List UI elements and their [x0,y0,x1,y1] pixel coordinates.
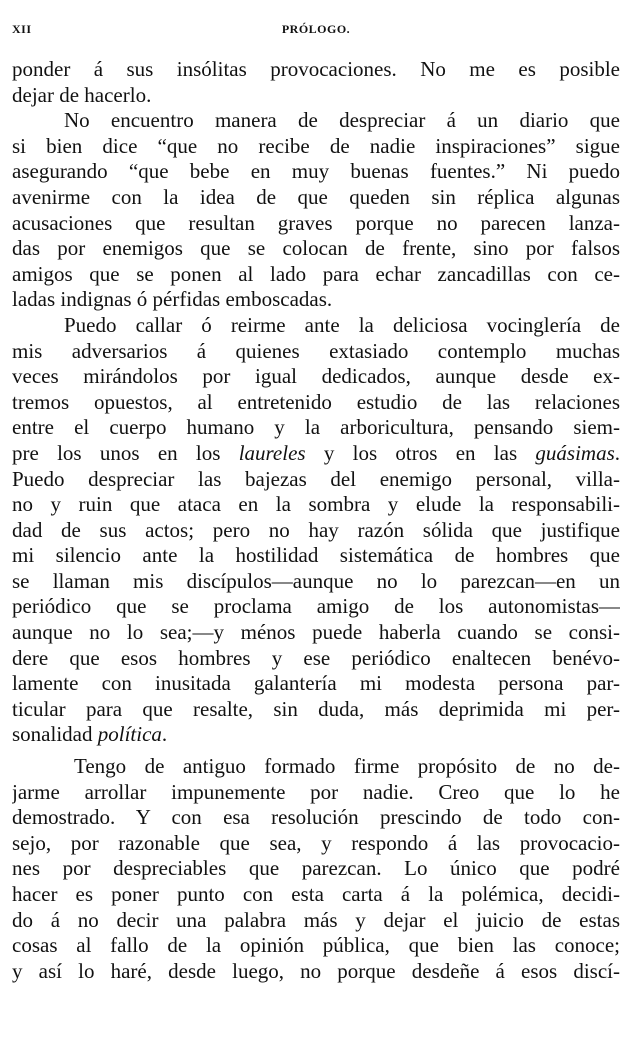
text-line: tremos opuestos, al entretenido estudio de las relaciones [12,389,620,414]
text-run: y los otros en las [305,440,536,465]
text-line: das por enemigos que se colocan de frente, sino por falsos [12,236,620,261]
text-line: dere que esos hombres y ese periódico enaltecen benévo- [12,645,620,670]
text-line: asegurando “que bebe en muy buenas fuentes.” Ni puedo [12,159,620,184]
text-line: entre el cuerpo humano y la arboricultura, pensando siem- [12,415,620,440]
running-title: PRÓLOGO. [281,22,351,36]
text-run: . [161,722,168,747]
italic-word: política [97,722,162,747]
text-line: mis adversarios á quienes extasiado contemplo muchas [12,338,620,363]
text-line: dad de sus actos; pero no hay razón sólida que justifique [12,517,620,542]
text-line: ticular para que resalte, sin duda, más deprimida mi per- [12,696,620,721]
text-line: dejar de hacerlo. [12,82,152,107]
text-line: y así lo haré, desde luego, no porque desdeñe á esos discí- [12,958,620,983]
body-text [12,57,620,984]
text-line: sejo, por razonable que sea, y respondo á las provocacio- [12,830,620,855]
text-line: periódico que se proclama amigo de los autonomistas— [12,594,620,619]
text-line: veces mirándolos por igual dedicados, aunque desde ex- [12,364,620,389]
italic-word: laureles [238,440,306,465]
text-line [12,441,620,467]
text-line: hacer es poner punto con esta carta á la polémica, decidi- [12,882,620,906]
text-line: acusaciones que resultan graves porque no parecen lanza- [12,210,620,235]
text-line: lamente con inusitada galantería mi modesta persona par- [12,671,620,696]
text-line: se llaman mis discípulos—aunque no lo parezcan—en un [12,568,620,593]
running-header [12,22,620,42]
text-line: avenirme con la idea de que queden sin réplica algunas [12,184,620,209]
text-line: do á no decir una palabra más y dejar el juicio de estas [12,907,620,932]
text-run: pre los unos en los [12,440,239,465]
text-run: . [614,440,620,465]
paragraph-first-line: No encuentro manera de despreciar á un diario que [64,108,620,133]
text-line: amigos que se ponen al lado para echar zancadillas con ce- [12,261,620,286]
text-line: no y ruin que ataca en la sombra y elude la responsabili- [12,492,620,517]
text-line: ponder á sus insólitas provocaciones. No me es posible [12,57,620,81]
text-line: si bien dice “que no recibe de nadie inspiraciones” sigue [12,133,620,158]
page-number: XII [12,22,32,36]
text-line: mi silencio ante la hostilidad sistemática de hombres que [12,543,620,568]
text-line: ladas indignas ó pérfidas emboscadas. [12,287,333,312]
text-line: cosas al fallo de la opinión pública, que bien las conoce; [12,933,620,958]
text-run: sonalidad [12,722,98,747]
paragraph-first-line: Tengo de antiguo formado firme propósito de no de- [74,754,620,779]
text-line: jarme arrollar impunemente por nadie. Creo que lo he [12,779,620,804]
text-line [12,722,620,748]
text-line: Puedo despreciar las bajezas del enemigo personal, villa- [12,466,620,491]
paragraph-first-line: Puedo callar ó reirme ante la deliciosa vocinglería de [64,312,620,337]
text-line: aunque no lo sea;—y ménos puede haberla cuando se consi- [12,620,620,645]
italic-word: guásimas [535,440,615,465]
text-line: demostrado. Y con esa resolución prescindo de todo con- [12,805,620,830]
text-line: nes por despreciables que parezcan. Lo único que podré [12,856,620,881]
